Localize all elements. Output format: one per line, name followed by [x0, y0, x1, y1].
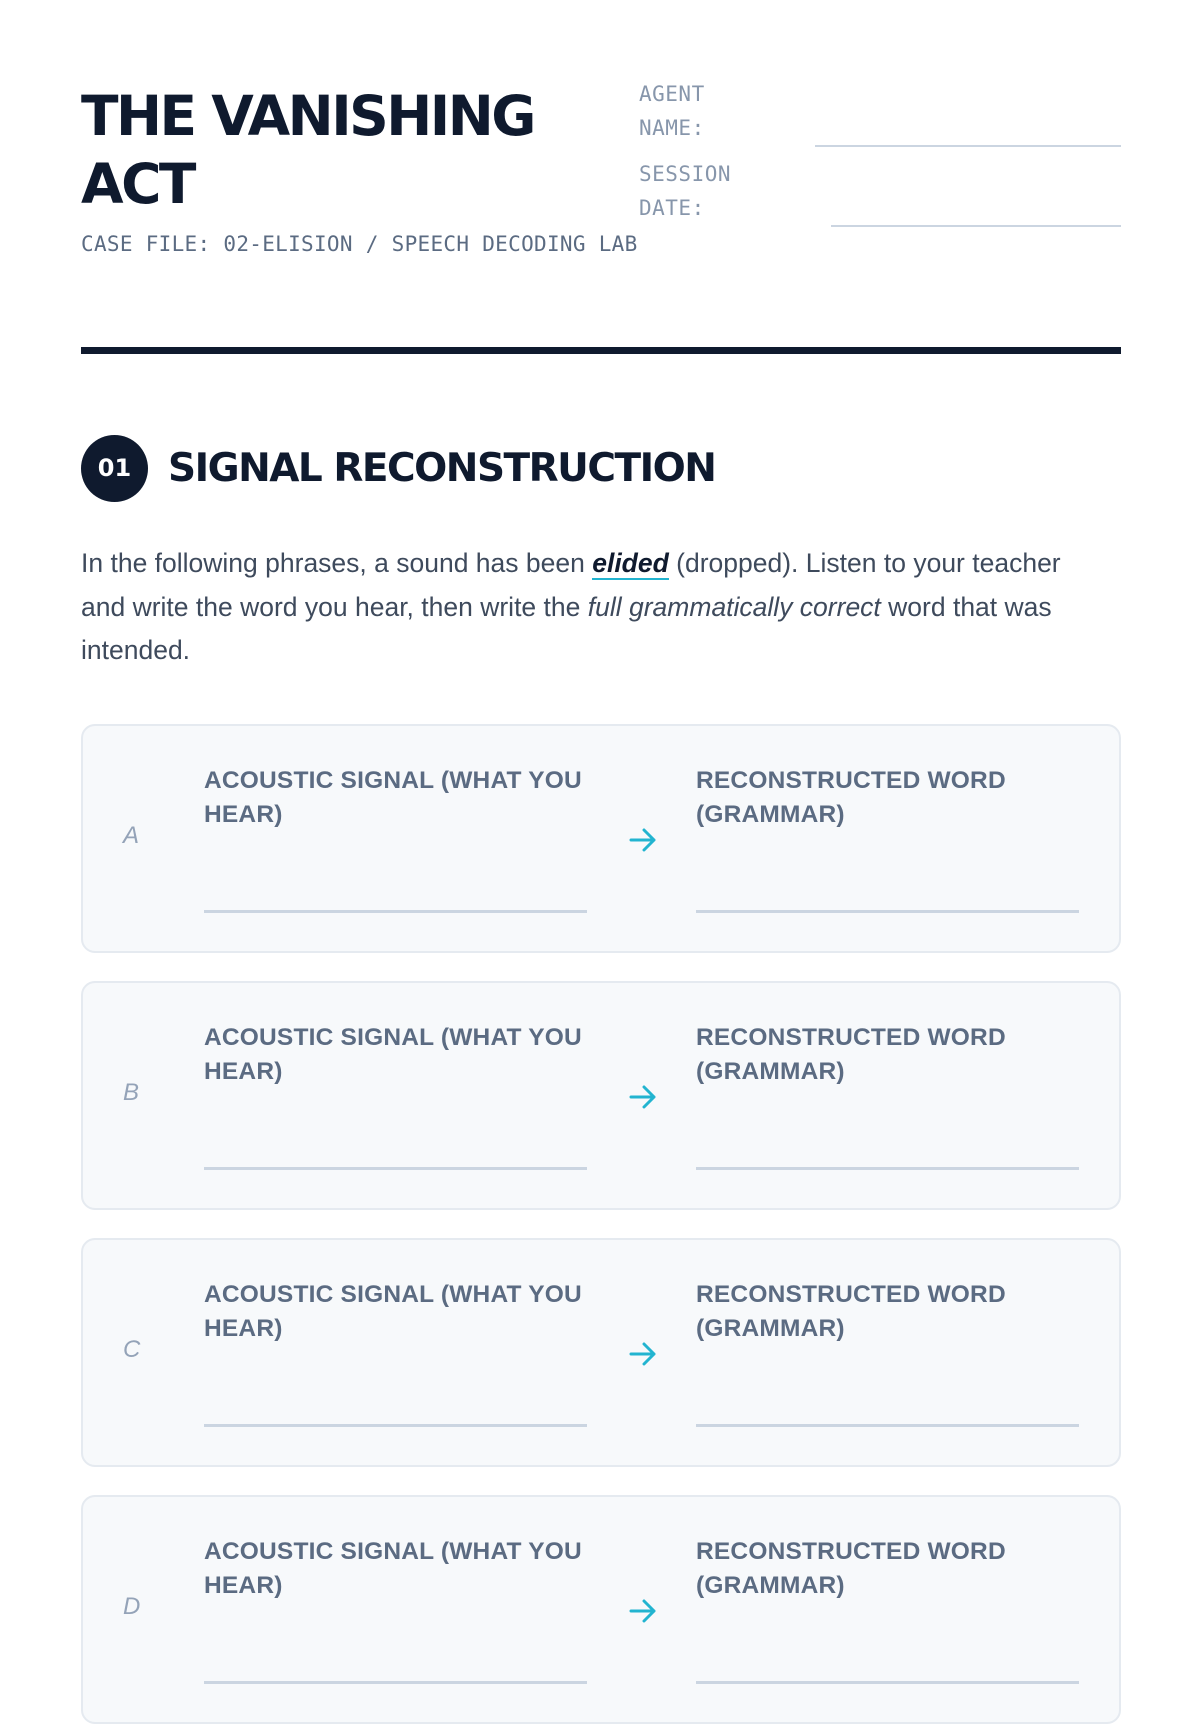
reconstructed-word-label: RECONSTRUCTED WORD (GRAMMAR) [696, 1024, 1006, 1085]
section-title: SIGNAL RECONSTRUCTION [168, 445, 716, 491]
arrow-right-icon [627, 1595, 659, 1627]
arrow-right-icon [627, 1338, 659, 1370]
acoustic-signal-label: ACOUSTIC SIGNAL (WHAT YOU HEAR) [204, 1538, 582, 1599]
case-file-subtitle: CASE FILE: 02-ELISION / SPEECH DECODING LAB [81, 232, 638, 256]
acoustic-signal-answer-field[interactable] [204, 1681, 587, 1684]
worksheet-page [81, 0, 1121, 1620]
acoustic-signal-answer-field[interactable] [204, 1167, 587, 1170]
reconstructed-word-label: RECONSTRUCTED WORD (GRAMMAR) [696, 1538, 1006, 1599]
reconstructed-word-answer-field[interactable] [696, 1424, 1079, 1427]
card-letter: B [123, 1079, 140, 1106]
exercise-card [81, 1495, 1121, 1724]
instructions-text-2: (dropped). Listen to your teacher and write the word you hear, then write the [81, 548, 1061, 622]
instructions-keyword: elided [592, 548, 669, 578]
instructions-text-3: word that was intended. [81, 591, 1052, 665]
acoustic-signal-label: ACOUSTIC SIGNAL (WHAT YOU HEAR) [204, 767, 582, 828]
section-heading [81, 434, 715, 502]
acoustic-signal-answer-field[interactable] [204, 1424, 587, 1427]
exercise-card [81, 1238, 1121, 1467]
session-date-label: SESSION DATE: [639, 162, 732, 220]
acoustic-signal-answer-field[interactable] [204, 910, 587, 913]
arrow-right-icon [627, 1081, 659, 1113]
exercise-card [81, 981, 1121, 1210]
agent-name-label: AGENT NAME: [639, 82, 705, 140]
worksheet-title: THE VANISHING ACT [81, 84, 534, 216]
worksheet-header [81, 0, 1121, 356]
instructions-emphasis: full grammatically correct [587, 591, 881, 622]
exercise-card [81, 724, 1121, 953]
reconstructed-word-label: RECONSTRUCTED WORD (GRAMMAR) [696, 767, 1006, 828]
section-number-badge: 01 [81, 435, 148, 502]
acoustic-signal-label: ACOUSTIC SIGNAL (WHAT YOU HEAR) [204, 1281, 582, 1342]
reconstructed-word-answer-field[interactable] [696, 1681, 1079, 1684]
instructions-paragraph [81, 542, 1101, 673]
reconstructed-word-answer-field[interactable] [696, 910, 1079, 913]
agent-name-field[interactable] [815, 145, 1121, 147]
card-letter: C [123, 1336, 141, 1363]
card-letter: A [123, 822, 140, 849]
reconstructed-word-answer-field[interactable] [696, 1167, 1079, 1170]
acoustic-signal-label: ACOUSTIC SIGNAL (WHAT YOU HEAR) [204, 1024, 582, 1085]
header-divider [81, 347, 1121, 354]
card-letter: D [123, 1593, 141, 1620]
arrow-right-icon [627, 824, 659, 856]
reconstructed-word-label: RECONSTRUCTED WORD (GRAMMAR) [696, 1281, 1006, 1342]
session-date-field[interactable] [831, 225, 1121, 227]
instructions-text-1: In the following phrases, a sound has been [81, 548, 593, 578]
